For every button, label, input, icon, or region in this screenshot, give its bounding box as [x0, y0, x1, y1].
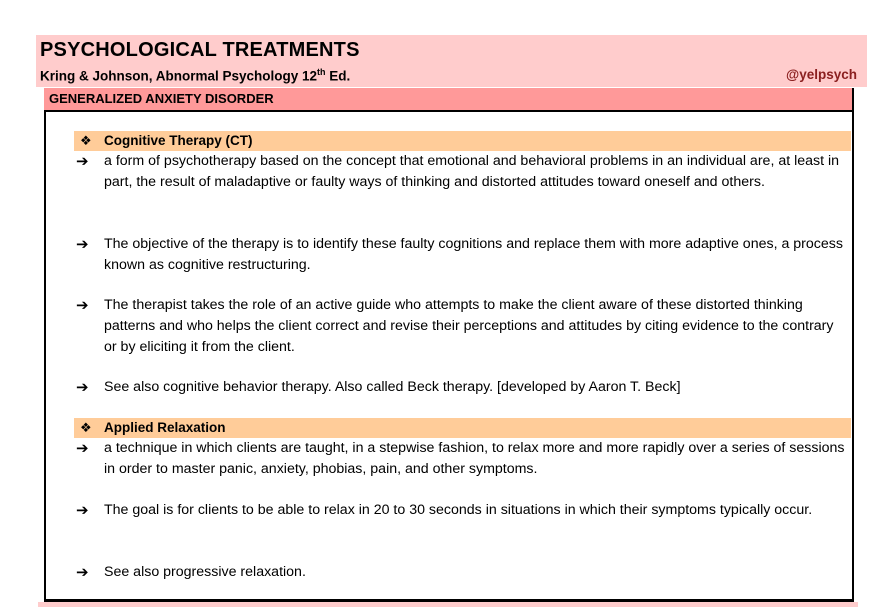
source-citation [40, 67, 350, 84]
item-text: The therapist takes the role of an active guide who attempts to make the client aware of these distorted thinking patterns and who helps the client correct and revise their perceptions and attitudes by citing evidence to the contrary or by eliciting it from the client. [104, 297, 834, 355]
topic-title: Applied Relaxation [104, 420, 226, 435]
item-text: See also progressive relaxation. [104, 564, 306, 580]
section-header [44, 88, 852, 112]
right-arrow-icon: ➔ [76, 440, 89, 457]
topic-header-cognitive-therapy [74, 131, 851, 151]
right-arrow-icon: ➔ [76, 297, 89, 314]
right-arrow-icon: ➔ [76, 564, 89, 581]
item-text: The goal is for clients to be able to relax in 20 to 30 seconds in situations in which their symptoms typically occur. [104, 502, 813, 518]
item-text: See also cognitive behavior therapy. Also called Beck therapy. [developed by Aaron T. Beck] [104, 379, 681, 395]
right-arrow-icon: ➔ [76, 379, 89, 396]
document-header [36, 35, 867, 87]
item-text: The objective of the therapy is to identify these faulty cognitions and replace them with more adaptive ones, a process known as cognitive restructuring. [104, 236, 843, 273]
item-text: a form of psychotherapy based on the concept that emotional and behavioral problems in an individual are, at least in part, the result of maladaptive or faulty ways of thinking and distorted attitudes toward oneself and others. [104, 153, 840, 190]
right-arrow-icon: ➔ [76, 236, 89, 253]
next-section-strip [38, 602, 858, 607]
author-handle: @yelpsych [786, 67, 857, 82]
right-arrow-icon: ➔ [76, 153, 89, 170]
topic-title: Cognitive Therapy (CT) [104, 133, 253, 148]
citation-text: Kring & Johnson, Abnormal Psychology 12 [40, 68, 318, 84]
item-text: a technique in which clients are taught, in a stepwise fashion, to relax more and more rapidly over a series of sessions in order to master panic, anxiety, phobias, pain, and other symptoms. [104, 440, 845, 477]
diamond-bullet-icon: ❖ [80, 133, 92, 148]
right-arrow-icon: ➔ [76, 502, 89, 519]
citation-superscript: th [317, 67, 326, 77]
page-title: PSYCHOLOGICAL TREATMENTS [40, 39, 360, 61]
diamond-bullet-icon: ❖ [80, 420, 92, 435]
citation-edition: Ed. [325, 68, 351, 84]
section-title: GENERALIZED ANXIETY DISORDER [49, 91, 274, 106]
topic-header-applied-relaxation [74, 418, 851, 438]
